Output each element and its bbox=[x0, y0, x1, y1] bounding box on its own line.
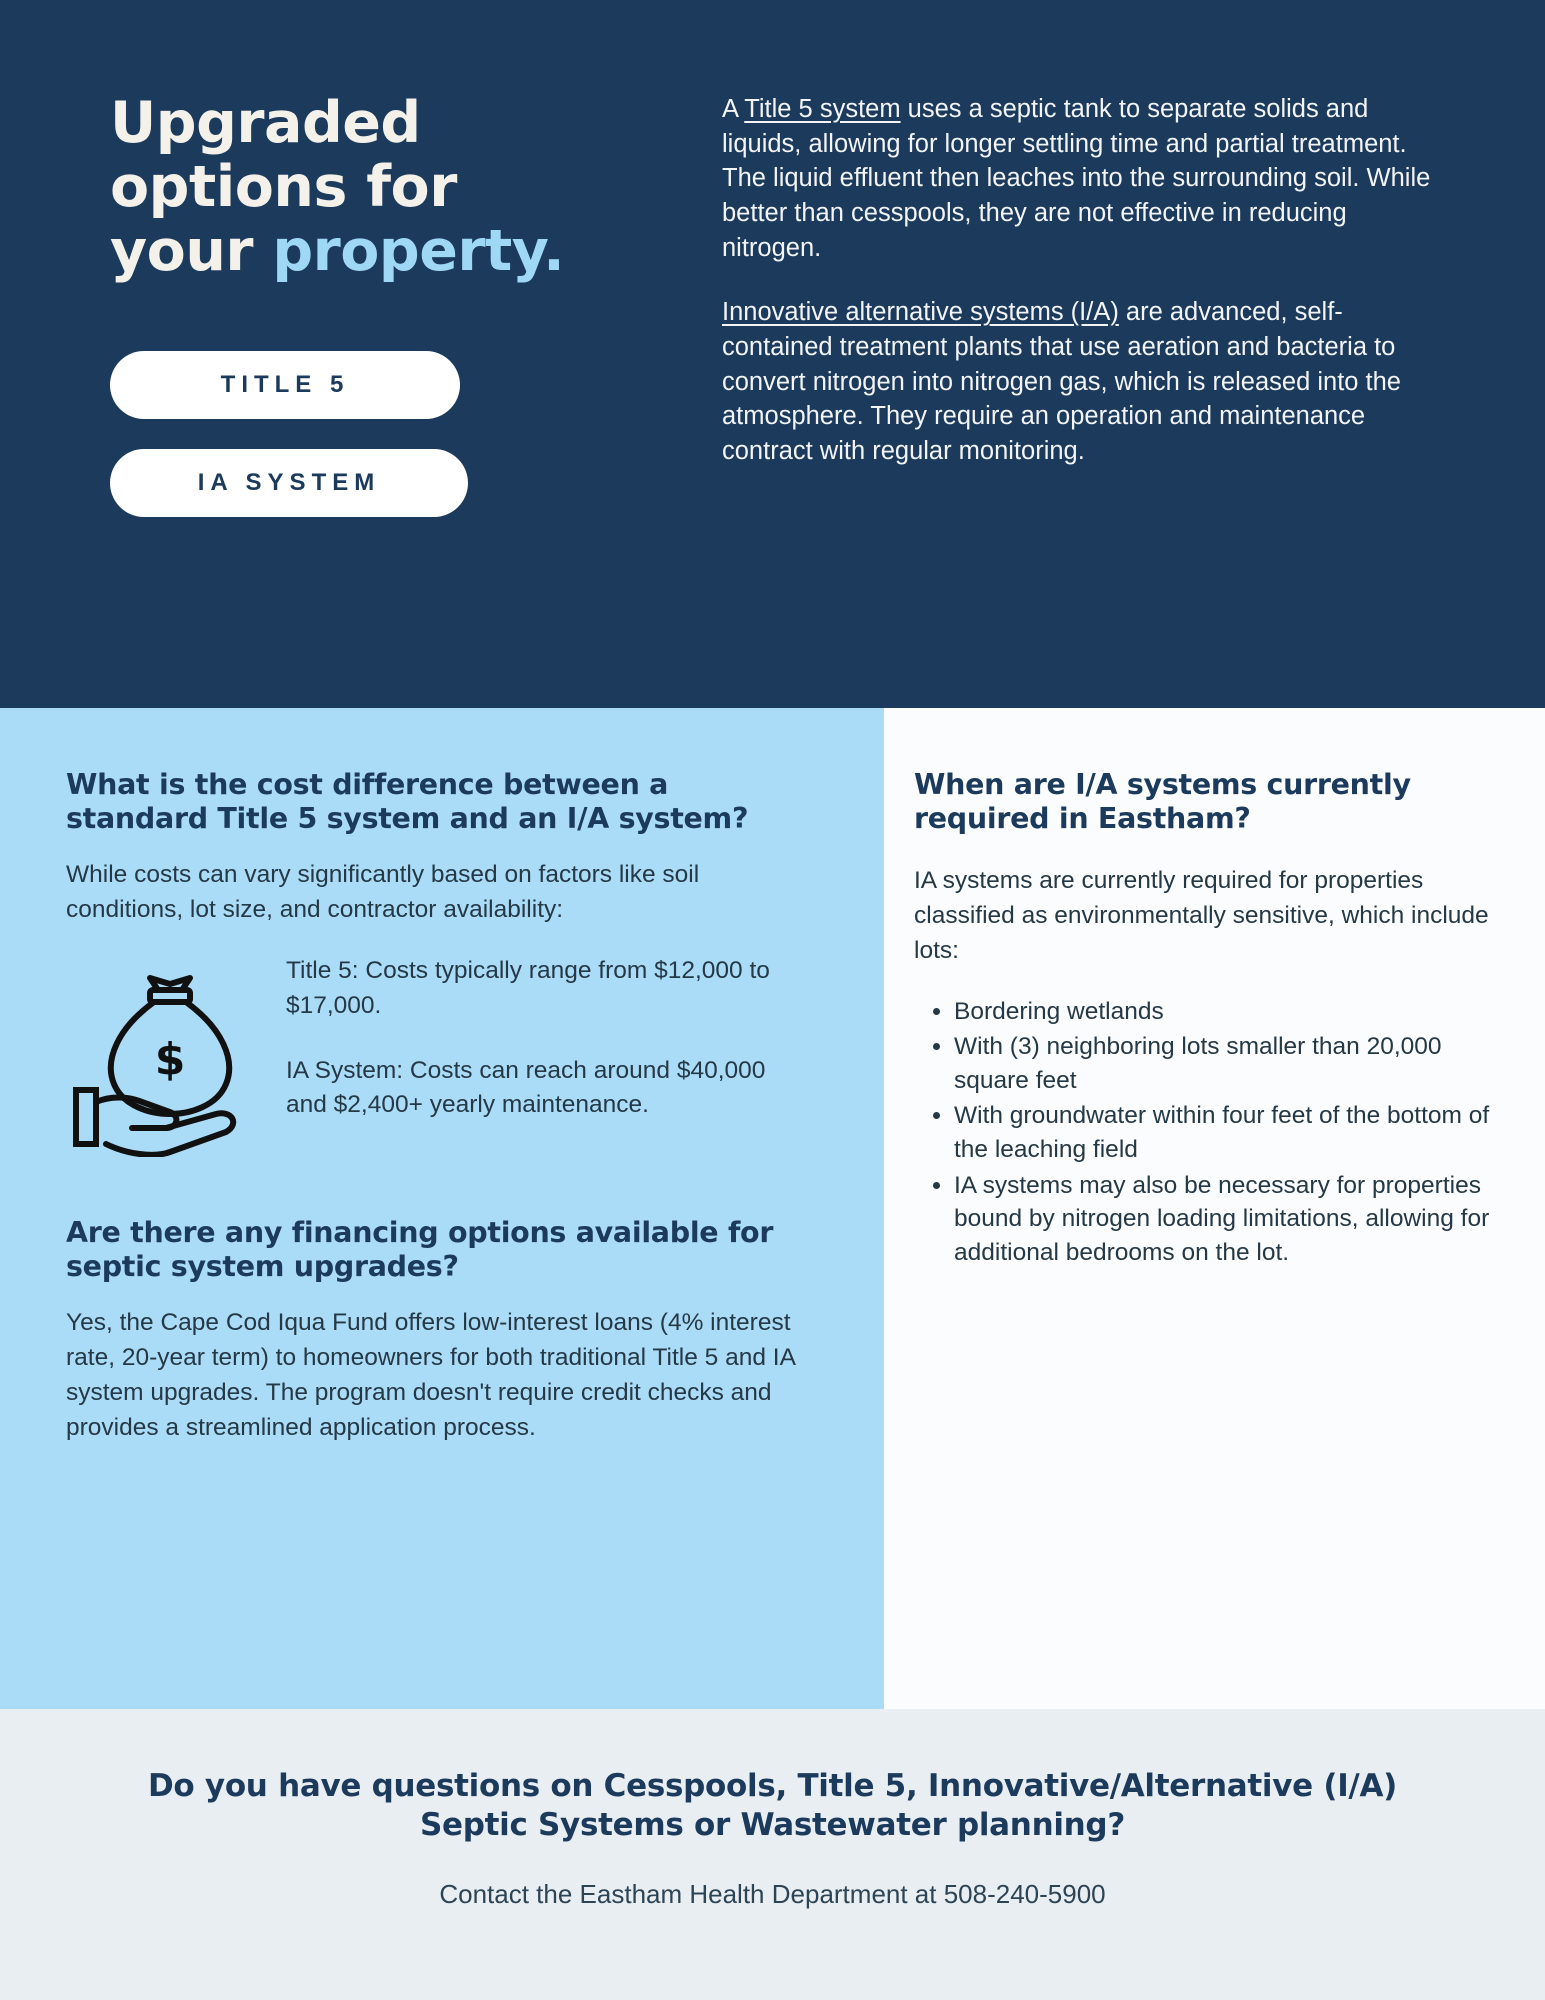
cost-heading: What is the cost difference between a standard Title 5 system and an I/A system? bbox=[66, 768, 749, 836]
content-section bbox=[0, 708, 1545, 1709]
requirements-list bbox=[914, 995, 1493, 1270]
cost-text-block bbox=[276, 954, 812, 1123]
hero-description bbox=[722, 92, 1449, 469]
cost-intro-text: While costs can vary significantly based on factors like soil conditions, lot size, and contractor availability: bbox=[66, 861, 700, 924]
list-item: • IA systems may also be necessary for properties bound by nitrogen loading limitations, allowing for additional bedrooms on the lot. bbox=[954, 1169, 1493, 1270]
title-line-2: options for bbox=[110, 153, 457, 220]
title-line-3-accent: property. bbox=[272, 217, 565, 284]
financing-block bbox=[66, 1216, 812, 1446]
list-item: • With groundwater within four feet of the bottom of the leaching field bbox=[954, 1099, 1493, 1166]
ia-paragraph-rest: are advanced, self-contained treatment plants that use aeration and bacteria to convert nitrogen into nitrogen gas, which is released into the atmosphere. They require an operation and maintenance contract with regular monitoring. bbox=[722, 298, 1401, 466]
ia-system-button[interactable]: IA SYSTEM bbox=[110, 449, 468, 517]
title5-link[interactable]: Title 5 system bbox=[744, 95, 901, 123]
page-title bbox=[110, 92, 670, 283]
list-item: • With (3) neighboring lots smaller than 20,000 square feet bbox=[954, 1030, 1493, 1097]
title-line-3-plain: your bbox=[110, 217, 273, 284]
title5-paragraph bbox=[722, 92, 1449, 265]
list-item: • Bordering wetlands bbox=[954, 995, 1493, 1029]
hero-section bbox=[0, 0, 1545, 708]
money-bag-hand-icon bbox=[66, 954, 276, 1162]
requirements-heading: When are I/A systems currently required in Eastham? bbox=[914, 768, 1411, 836]
cost-detail-row bbox=[66, 954, 812, 1162]
footer-contact: Contact the Eastham Health Department at 508-240-5900 bbox=[439, 1878, 1106, 1909]
title5-paragraph-rest: uses a septic tank to separate solids and liquids, allowing for longer settling time and partial treatment. The liquid effluent then leaches into the surrounding soil. While better than cesspools, they are not effective in reducing nitrogen. bbox=[722, 95, 1431, 262]
cost-title5-text: Title 5: Costs typically range from $12,000 to $17,000. bbox=[286, 956, 770, 1019]
cost-ia-text: IA System: Costs can reach around $40,000 and $2,400+ yearly maintenance. bbox=[286, 1056, 766, 1119]
title-line-1: Upgraded bbox=[110, 90, 421, 156]
svg-text:$: $ bbox=[154, 1033, 186, 1085]
requirements-column bbox=[884, 708, 1545, 1709]
ia-paragraph bbox=[722, 295, 1449, 468]
title5-paragraph-prefix: A bbox=[722, 95, 745, 123]
title5-button[interactable]: TITLE 5 bbox=[110, 351, 460, 419]
requirements-intro-text: IA systems are currently required for properties classified as environmentally sensitive, which include lots: bbox=[914, 867, 1489, 964]
footer-section bbox=[0, 1709, 1545, 2000]
financing-body-text: Yes, the Cape Cod Iqua Fund offers low-interest loans (4% interest rate, 20-year term) to homeowners for both traditional Title 5 and IA system upgrades. The program doesn't require credit checks and provides a streamlined application process. bbox=[66, 1309, 795, 1441]
title-line-3 bbox=[110, 217, 670, 284]
hero-left-column bbox=[110, 92, 670, 517]
financing-heading: Are there any financing options available for septic system upgrades? bbox=[66, 1215, 774, 1284]
ia-link[interactable]: Innovative alternative systems (I/A) bbox=[722, 298, 1119, 327]
footer-question: Do you have questions on Cesspools, Title 5, Innovative/Alternative (I/A) Septic Systems or Wastewater planning? bbox=[147, 1768, 1398, 1843]
cost-column bbox=[0, 708, 884, 1709]
